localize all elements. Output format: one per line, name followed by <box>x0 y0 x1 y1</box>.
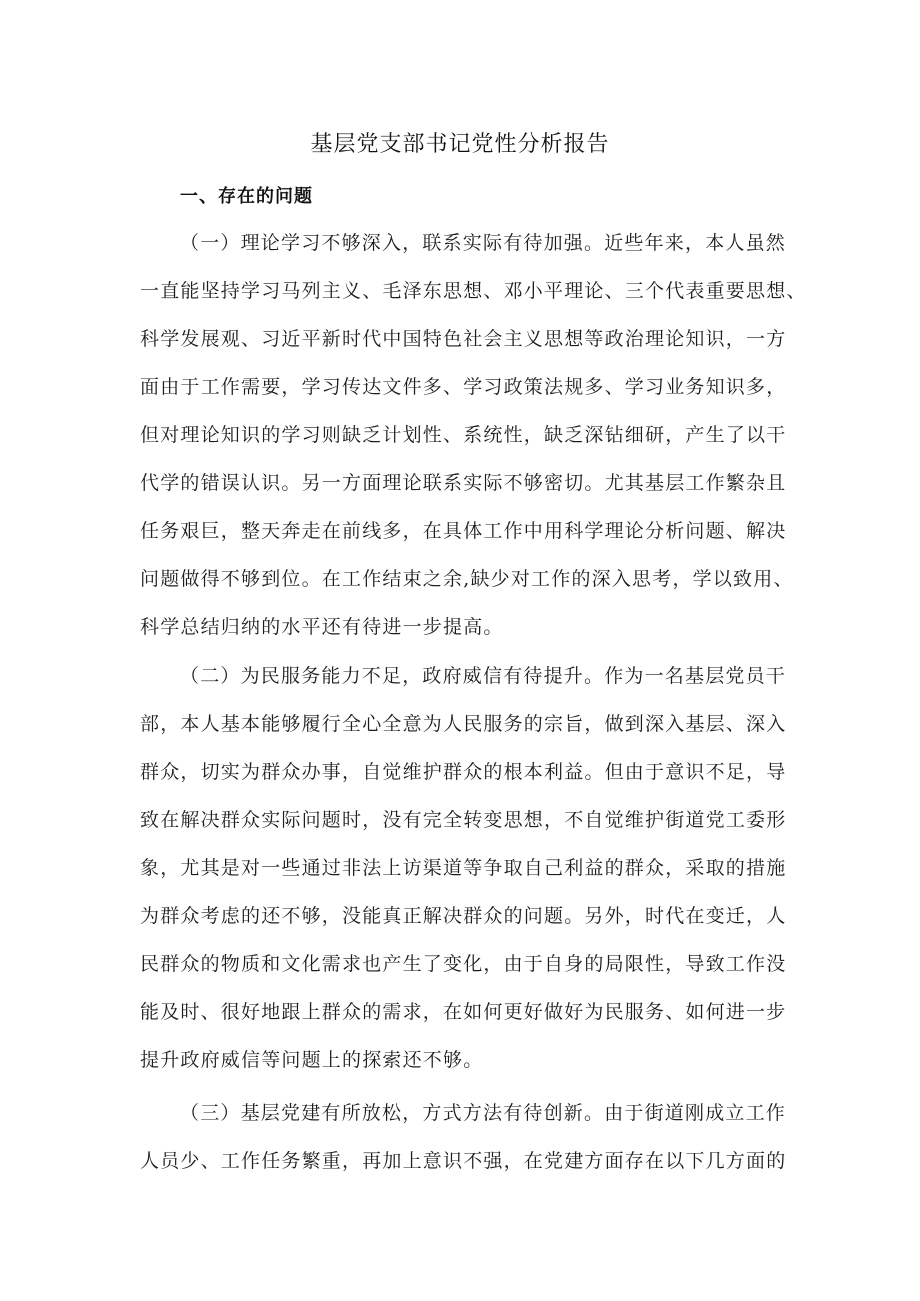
paragraph-line: 但对理论知识的学习则缺乏计划性、系统性，缺乏深钻细研，产生了以干 <box>140 424 787 446</box>
paragraph-line: 面由于工作需要，学习传达文件多、学习政策法规多、学习业务知识多， <box>140 376 787 398</box>
paragraph-line: 为群众考虑的还不够，没能真正解决群众的问题。另外，时代在变迁，人 <box>140 905 787 927</box>
section-heading: 一、存在的问题 <box>180 186 313 207</box>
document-title: 基层党支部书记党性分析报告 <box>310 132 610 157</box>
paragraph-line: （二）为民服务能力不足，政府威信有待提升。作为一名基层党员干 <box>180 665 787 687</box>
paragraph-line: 部，本人基本能够履行全心全意为人民服务的宗旨，做到深入基层、深入 <box>140 713 787 735</box>
paragraph-line: 能及时、很好地跟上群众的需求，在如何更好做好为民服务、如何进一步 <box>140 1001 787 1023</box>
paragraph-line: 人员少、工作任务繁重，再加上意识不强，在党建方面存在以下几方面的 <box>140 1150 787 1172</box>
paragraph-line: 群众，切实为群众办事，自觉维护群众的根本利益。但由于意识不足，导 <box>140 761 787 783</box>
paragraph-line: 科学总结归纳的水平还有待进一步提高。 <box>140 616 504 638</box>
paragraph-line: 致在解决群众实际问题时，没有完全转变思想，不自觉维护街道党工委形 <box>140 809 787 831</box>
paragraph-line: 科学发展观、习近平新时代中国特色社会主义思想等政治理论知识，一方 <box>140 328 787 350</box>
paragraph-line: 民群众的物质和文化需求也产生了变化，由于自身的局限性，导致工作没 <box>140 953 787 975</box>
paragraph-line: （三）基层党建有所放松，方式方法有待创新。由于街道刚成立工作 <box>180 1102 787 1124</box>
paragraph-line: 任务艰巨，整天奔走在前线多，在具体工作中用科学理论分析问题、解决 <box>140 520 787 542</box>
paragraph-line: 提升政府威信等问题上的探索还不够。 <box>140 1049 484 1071</box>
paragraph-line: 一直能坚持学习马列主义、毛泽东思想、邓小平理论、三个代表重要思想、 <box>140 280 807 302</box>
paragraph-line: （一）理论学习不够深入，联系实际有待加强。近些年来，本人虽然 <box>180 232 787 254</box>
paragraph-line: 代学的错误认识。另一方面理论联系实际不够密切。尤其基层工作繁杂且 <box>140 472 787 494</box>
paragraph-line: 象，尤其是对一些通过非法上访渠道等争取自己利益的群众，采取的措施 <box>140 857 787 879</box>
paragraph-line: 问题做得不够到位。在工作结束之余,缺少对工作的深入思考，学以致用、 <box>140 568 794 590</box>
